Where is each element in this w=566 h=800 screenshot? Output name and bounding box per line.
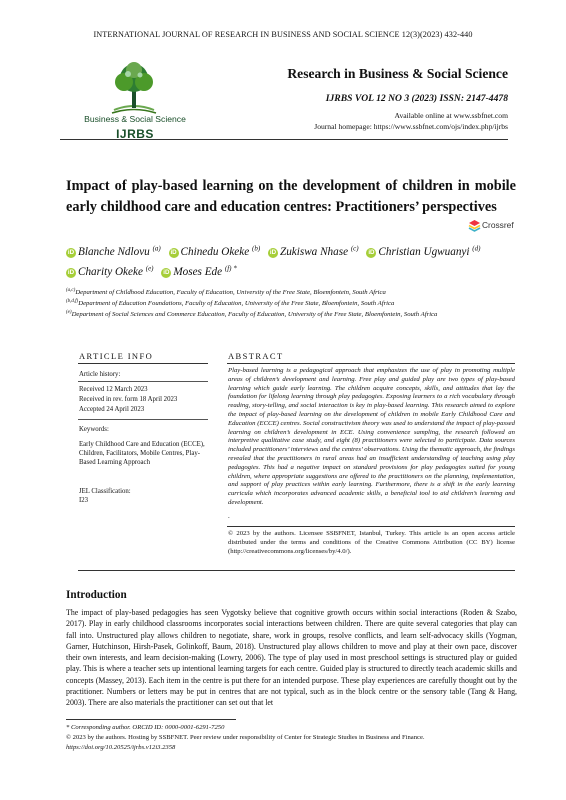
logo-name: Business & Social Science (84, 114, 186, 124)
author-sup: (f) * (224, 264, 237, 272)
article-info-divider (78, 363, 208, 364)
introduction-body: The impact of play-based pedagogies has seen Vygotsky believe that cognitive growth occurs within social interactions (Roden & Szabo, 2017). Play in early childhood classrooms incorporates social interactions between children. There are quite several categories that play can fall into. Unstructured play allows children to negotiate, share, work in groups, resolve conflicts, and learn self-advocacy skills (Yogman, Garner, Hutchinson, Hirsh-Pasek, Golinkoff, Baum, 2018). Unstructured play allows children to move and play at their own pace, discover their own interests, and learn decision-making (Lowry, 2006). The type of play used in most preschool settings is structured play or guided play. This is where a teacher sets up intentional learning targets for each centre. Guided play is structured to directly teach academic skills and concepts (Massey, 2013). Each item in the centre is put there for an intended purpose. These play experiences are carefully thought out by the practitioner. Numbers or letters may be put in centres that are not typical, such as in the block centre or the sensory table (Tang & Hang, 2003). There are also materials the practitioner can set out that let (66, 608, 517, 708)
logo-acronym: IJRBS (116, 127, 154, 141)
affiliation (66, 299, 516, 307)
author-name: Zukiswa Nhase (279, 245, 349, 258)
affiliation-text: Department of Childhood Education, Faculty of Education, University of the Free State, Bloemfontein, South Africa (75, 289, 386, 297)
running-head: INTERNATIONAL JOURNAL OF RESEARCH IN BUSINESS AND SOCIAL SCIENCE 12(3)(2023) 432-440 (93, 30, 473, 39)
info-divider (78, 381, 208, 382)
header-divider (60, 139, 508, 140)
journal-homepage[interactable]: Journal homepage: https://www.ssbfnet.com/ojs/index.php/ijrbs (314, 122, 508, 131)
author-name: Charity Okeke (78, 265, 143, 278)
orcid-icon: iD (170, 248, 177, 256)
abstract-text: Play-based learning is a pedagogical approach that emphasizes the use of play in promoting multiple areas of children’s development and learning. Free play and guided play are two types of play-based learning which guide early learning. The children acquire concepts, skills, and attitudes that lay the foundation for lifelong learning through play pedagogies. Exposing learners to a rich vocabulary through reading, story-telling, and social interaction is key in play-based learning. This research aimed to explore the impact of play-based learning on the development of children in mobile Early Childhood Care and Education (ECCE) centres. Social constructivism theory was used to understand the impact of play-passed learning on children’s development in ECE. Using convenience sampling, the research followed an interpretive qualitative case study, and eight (8) practitioners were selected to participate. Data sources included practitioners’ interviews and the centres’ observations. Using the thematic approach, the findings revealed that the practitioners in rural areas had an insufficient understanding of teaching using play pedagogies. This had a negative impact on standard provisions for play pedagogies suited for young children, where appropriate suggestions are offered to the practitioners on the planning, implementation, and support of play practices within early learning. Furthermore, there is a shift in the early learning curricula which incorporates advanced academic skills, a beneficial tool to aid children’s learning and development. (228, 367, 515, 506)
author-name: Moses Ede (173, 265, 223, 278)
jel-code: I23 (79, 497, 89, 504)
author[interactable] (366, 246, 480, 258)
footnote-divider (66, 719, 236, 720)
author[interactable] (66, 266, 154, 278)
license-divider (227, 526, 515, 527)
crossref-label: Crossref (482, 220, 514, 230)
introduction-heading: Introduction (66, 589, 127, 601)
abstract-heading: ABSTRACT (228, 351, 284, 361)
author-sup: (a) (152, 244, 161, 252)
journal-volume: IJRBS VOL 12 NO 3 (2023) ISSN: 2147-4478 (325, 93, 508, 104)
affiliation-sup: (a,c) (66, 288, 76, 293)
doi-link[interactable]: https://doi.org/10.20525/ijrbs.v12i3.2358 (66, 744, 176, 751)
orcid-icon: iD (67, 248, 75, 256)
received-date: Received 12 March 2023 (79, 386, 148, 393)
crossref-badge[interactable] (468, 217, 518, 235)
article-info-heading: ARTICLE INFO (79, 351, 154, 361)
orcid-icon: iD (368, 248, 375, 256)
affiliation-text: Department of Education Foundations, Faculty of Education, University of the Free State, Bloemfontein, South Africa (78, 300, 395, 308)
author-name: Christian Ugwuanyi (378, 245, 470, 258)
affiliation (66, 310, 516, 318)
author-name: Chinedu Okeke (180, 245, 250, 258)
journal-title: Research in Business & Social Science (287, 66, 508, 81)
front-matter-divider (78, 570, 515, 571)
orcid-icon: iD (269, 248, 277, 256)
journal-available: Available online at www.ssbfnet.com (394, 111, 508, 120)
orcid-icon: iD (163, 268, 170, 276)
abstract-trailing: . (228, 512, 230, 520)
abstract-divider (227, 363, 515, 364)
author-sup: (e) (145, 264, 154, 272)
jel-label: JEL Classification: (79, 488, 131, 495)
corresponding-author-note: * Corresponding author. ORCID ID: 0000-0001-6291-7250 (66, 724, 225, 731)
authors-line-2 (66, 264, 516, 278)
article-title: Impact of play-based learning on the development of children in mobile early childhood care and education centres: Practitioners’ perspectives (66, 178, 516, 215)
affiliation-sup: (e) (66, 310, 72, 315)
author[interactable] (169, 246, 261, 258)
author-sup: (d) (472, 244, 481, 252)
author-sup: (b) (252, 244, 261, 252)
author-name: Blanche Ndlovu (78, 245, 150, 258)
tree-logo-icon (104, 60, 164, 114)
journal-logo (60, 60, 210, 150)
accepted-date: Accepted 24 April 2023 (79, 406, 145, 413)
keywords-label: Keywords: (79, 426, 109, 433)
info-divider (78, 419, 208, 420)
revised-date: Received in rev. form 18 April 2023 (79, 396, 178, 403)
author-sup: (c) (350, 244, 359, 252)
author[interactable] (66, 246, 161, 258)
copyright-note: © 2023 by the authors. Hosting by SSBFNET. Peer review under responsibility of Center for Strategic Studies in Business and Finance. (66, 734, 425, 741)
license-text: © 2023 by the authors. Licensee SSBFNET, Istanbul, Turkey. This article is an open access article distributed under the terms and conditions of the Creative Commons Attribution (CC BY) license (http://creativecommons.org/licenses/by/4.0/). (228, 530, 515, 555)
orcid-icon: iD (67, 268, 75, 276)
crossref-icon (468, 219, 481, 232)
affiliation (66, 288, 516, 296)
affiliation-text: Department of Social Sciences and Commerce Education, Faculty of Education, University of the Free State, Bloemfontein, South Africa (71, 311, 438, 319)
authors-line-1 (66, 244, 516, 258)
affiliation-sup: (b,d,f) (66, 299, 79, 304)
author[interactable] (268, 246, 359, 258)
history-label: Article history: (79, 371, 121, 378)
author[interactable] (161, 266, 236, 278)
keywords-text: Early Childhood Care and Education (ECCE), Children, Facilitators, Mobile Centres, Play-Based Learning Approach (79, 441, 205, 467)
